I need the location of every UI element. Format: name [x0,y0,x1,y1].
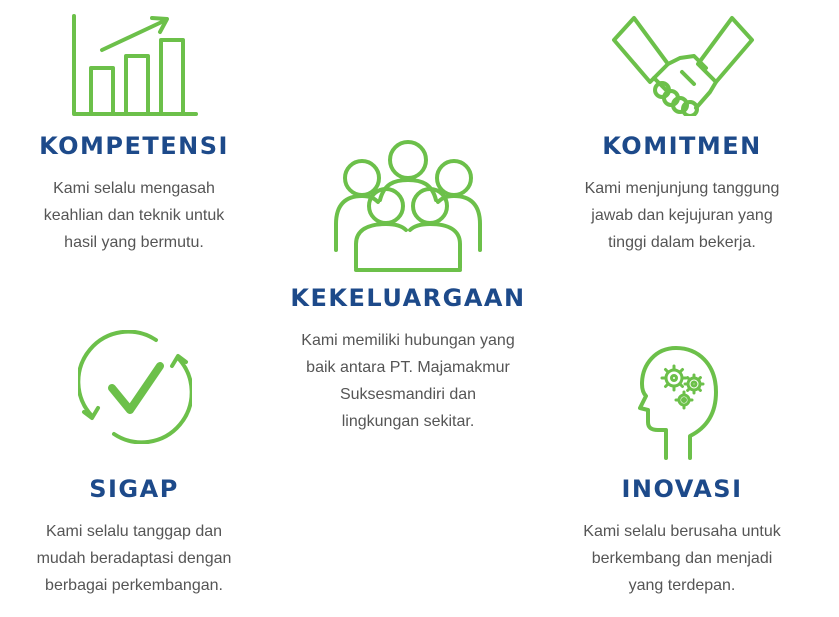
value-title: KEKELUARGAAN [290,284,526,312]
value-description [562,518,802,599]
value-title: INOVASI [621,475,743,503]
description-line: Kami memiliki hubungan yang [301,332,515,349]
description-line: jawab dan kejujuran yang [591,207,773,224]
description-line: Kami menjunjung tanggung [584,180,780,197]
description-line: Kami selalu tanggap dan [45,523,223,540]
value-kekeluargaan [278,130,538,440]
description-line: keahlian dan teknik untuk [43,207,225,224]
description-line: berkembang dan menjadi [591,550,773,567]
value-inovasi [562,320,802,610]
description-line: hasil yang bermutu. [64,234,204,251]
description-line: Kami selalu mengasah [53,180,215,197]
description-line: baik antara PT. Majamakmur [306,359,510,376]
value-title: KOMPETENSI [39,132,229,160]
head-gears-icon [638,344,722,460]
value-description [14,175,254,256]
description-line: tinggi dalam bekerja. [608,234,756,251]
value-description [14,518,254,599]
description-line: mudah beradaptasi dengan [36,550,232,567]
bar-chart-growth-icon [70,12,200,118]
checkmark-cycle-icon [78,330,192,444]
description-line: berbagai perkembangan. [45,577,223,594]
value-komitmen [562,0,802,270]
value-description [278,327,538,435]
handshake-icon [610,12,756,116]
description-line: Kami selalu berusaha untuk [583,523,781,540]
value-title: SIGAP [89,475,179,503]
value-title: KOMITMEN [602,132,762,160]
description-line: Suksesmandiri dan [339,386,477,403]
group-people-icon [332,138,484,274]
value-sigap [14,320,254,610]
value-kompetensi [14,0,254,270]
description-line: yang terdepan. [628,577,736,594]
value-description [562,175,802,256]
description-line: lingkungan sekitar. [341,413,475,430]
